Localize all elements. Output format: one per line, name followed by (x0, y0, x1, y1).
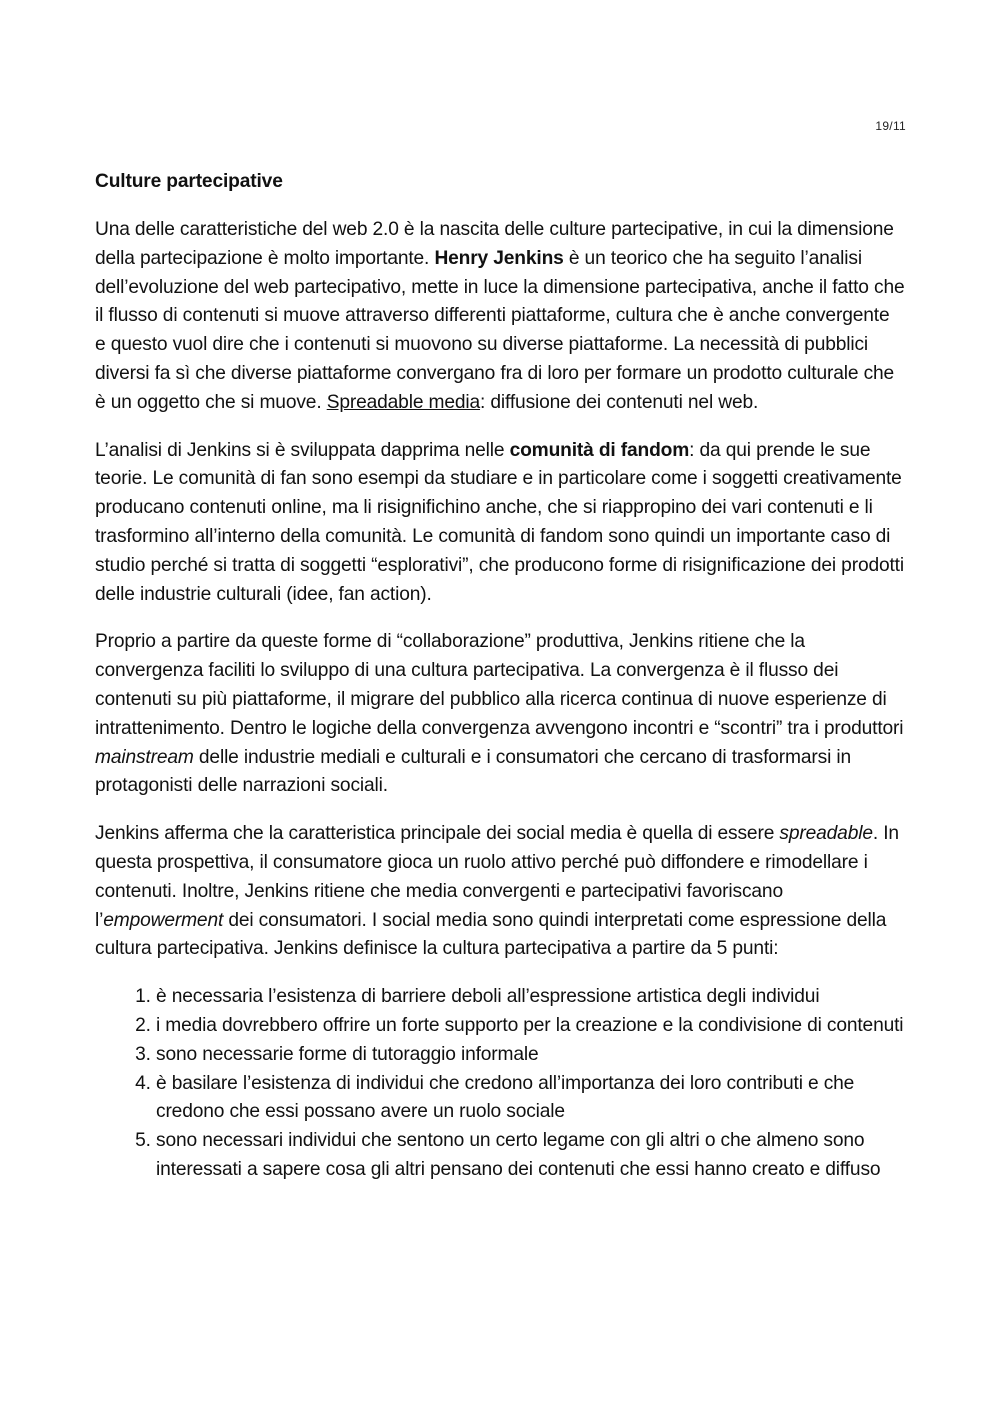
p3-text-a: Proprio a partire da queste forme di “collaborazione” produttiva, Jenkins ritiene che la convergenza faciliti lo sviluppo di una cultura partecipativa. La convergenza è il flusso dei contenuti su più piattaforme, il migrare del pubblico alla ricerca continua di nuove esperienze di intrattenimento. Dentro le logiche della convergenza avvengono incontri e “scontri” tra i produttori (95, 631, 904, 739)
list-item: 4. è basilare l’esistenza di individui che credono all’importanza dei loro contributi e che credono che essi possano avere un ruolo sociale (156, 1070, 905, 1128)
p4-italic-spreadable: spreadable (779, 823, 873, 845)
list-item: 1. è necessaria l’esistenza di barriere deboli all’espressione artistica degli individui (156, 983, 905, 1012)
numbered-list (95, 983, 905, 1185)
p1-text-a: Una delle caratteristiche del web 2.0 è la nascita delle culture partecipative, in cui la dimensione della partecipazione è molto importante. (95, 219, 894, 269)
paragraph-4 (95, 820, 905, 964)
p4-text-c: . In questa prospettiva, il consumatore gioca un ruolo attivo perché può diffondere e rimodellare i contenuti. Inoltre, Jenkins ritiene che media convergenti e partecipativi favoriscano l’ (95, 823, 899, 931)
paragraph-1 (95, 216, 905, 418)
document-body (95, 168, 905, 1185)
page-date: 19/11 (875, 119, 906, 133)
p1-bold-henry-jenkins: Henry Jenkins (434, 247, 564, 269)
p3-italic-mainstream: mainstream (95, 746, 194, 768)
paragraph-3 (95, 628, 905, 801)
p2-text-a: L’analisi di Jenkins si è sviluppata dapprima nelle (95, 439, 510, 461)
section-title: Culture partecipative (95, 171, 283, 192)
list-item: 3. sono necessarie forme di tutoraggio informale (156, 1041, 905, 1070)
p4-text-e: dei consumatori. I social media sono quindi interpretati come espressione della cultura partecipativa. Jenkins definisce la cultura partecipativa a partire da 5 punti: (95, 909, 887, 960)
p1-underlined-spreadable-media: Spreadable media (326, 391, 481, 413)
p2-bold-comunita-di-fandom: comunità di fandom (509, 439, 690, 461)
paragraph-2 (95, 437, 905, 610)
p3-text-c: delle industrie mediali e culturali e i consumatori che cercano di trasformarsi in protagonisti delle narrazioni sociali. (95, 746, 852, 797)
p1-text-e: : diffusione dei contenuti nel web. (480, 391, 759, 413)
p4-italic-empowerment: empowerment (103, 909, 224, 931)
p1-text-c: è un teorico che ha seguito l’analisi dell’evoluzione del web partecipativo, mette in luce la dimensione partecipativa, anche il fatto che il flusso di contenuti si muove attraverso differenti piattaforme, cultura che è anche convergente e questo vuol dire che i contenuti si muovono su diverse piattaforme. La necessità di pubblici diversi fa sì che diverse piattaforme convergano fra di loro per formare un prodotto culturale che è un oggetto che si muove. (95, 247, 905, 413)
list-item: 2. i media dovrebbero offrire un forte supporto per la creazione e la condivisione di contenuti (156, 1012, 905, 1041)
p2-text-c: : da qui prende le sue teorie. Le comunità di fan sono esempi da studiare e in particolare come i soggetti creativamente producano contenuti online, ma li risignifichino anche, che si riappropino dei vari contenuti e li trasformino all’interno della comunità. Le comunità di fandom sono quindi un importante caso di studio perché si tratta di soggetti “esplorativi”, che producono forme di risignificazione dei prodotti delle industrie culturali (idee, fan action). (95, 439, 904, 605)
list-item: 5. sono necessari individui che sentono un certo legame con gli altri o che almeno sono interessati a sapere cosa gli altri pensano dei contenuti che essi hanno creato e diffuso (156, 1127, 905, 1185)
p4-text-a: Jenkins afferma che la caratteristica principale dei social media è quella di essere (95, 823, 780, 845)
